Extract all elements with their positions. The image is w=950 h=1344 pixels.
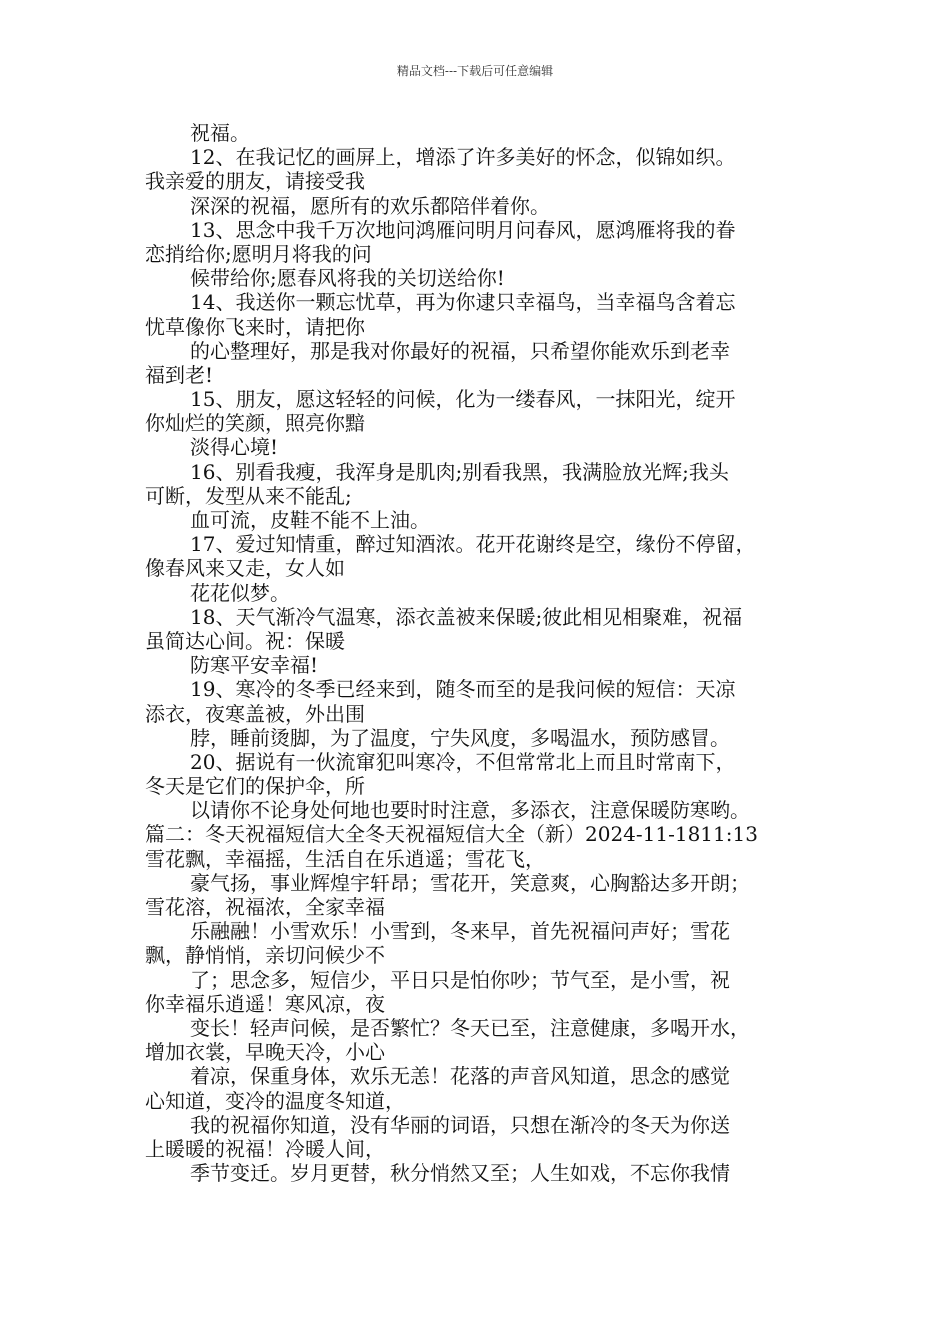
text-line: 的心整理好，那是我对你最好的祝福，只希望你能欢乐到老幸 <box>190 338 730 363</box>
text-line: 我亲爱的朋友，请接受我 <box>145 169 365 194</box>
text-line: 虽简达心间。祝：保暖 <box>145 628 345 653</box>
text-line: 14、我送你一颗忘忧草，再为你逮只幸福鸟，当幸福鸟含着忘 <box>190 290 736 315</box>
text-line: 16、别看我瘦，我浑身是肌肉;别看我黑，我满脸放光辉;我头 <box>190 459 729 484</box>
text-line: 飘，静悄悄，亲切问候少不 <box>145 943 385 968</box>
text-line: 20、据说有一伙流窜犯叫寒冷，不但常常北上而且时常南下， <box>190 749 736 774</box>
text-line: 篇二：冬天祝福短信大全冬天祝福短信大全（新）2024-11-1811:13 <box>145 822 758 847</box>
text-line: 增加衣裳，早晚天冷，小心 <box>145 1040 385 1065</box>
text-line: 雪花飘，幸福摇，生活自在乐逍遥；雪花飞， <box>145 846 545 871</box>
text-line: 了；思念多，短信少，平日只是怕你吵；节气至，是小雪，祝 <box>190 967 730 992</box>
text-line: 豪气扬，事业辉煌宇轩昂；雪花开，笑意爽，心胸豁达多开朗； <box>190 870 750 895</box>
text-line: 像春风来又走，女人如 <box>145 556 345 581</box>
text-line: 花花似梦。 <box>190 580 290 605</box>
text-line: 你幸福乐逍遥！寒风凉，夜 <box>145 991 385 1016</box>
text-line: 祝福。 <box>190 121 250 145</box>
text-line: 添衣，夜寒盖被，外出围 <box>145 701 365 726</box>
text-line: 变长！轻声问候，是否繁忙？冬天已至，注意健康，多喝开水， <box>190 1015 750 1040</box>
text-line: 19、寒冷的冬季已经来到，随冬而至的是我问候的短信：天凉 <box>190 677 736 702</box>
text-line: 以请你不论身处何地也要时时注意，多添衣，注意保暖防寒哟。 <box>190 798 750 823</box>
text-line: 心知道，变冷的温度冬知道， <box>145 1088 405 1113</box>
text-line: 福到老! <box>145 362 214 387</box>
text-line: 脖，睡前烫脚，为了温度，宁失风度，多喝温水，预防感冒。 <box>190 725 730 750</box>
text-line: 着凉，保重身体，欢乐无恙！花落的声音风知道，思念的感觉 <box>190 1064 730 1089</box>
text-line: 季节变迁。岁月更替，秋分悄然又至；人生如戏，不忘你我情 <box>190 1161 730 1186</box>
text-line: 冬天是它们的保护伞，所 <box>145 774 365 799</box>
text-line: 13、思念中我千万次地问鸿雁问明月问春风，愿鸿雁将我的眷 <box>190 217 736 242</box>
text-line: 我的祝福你知道，没有华丽的词语，只想在渐冷的冬天为你送 <box>190 1112 730 1137</box>
text-line: 候带给你;愿春风将我的关切送给你! <box>190 266 505 291</box>
text-line: 恋捎给你;愿明月将我的问 <box>145 241 372 266</box>
text-line: 忧草像你飞来时，请把你 <box>145 314 365 339</box>
text-line: 18、天气渐冷气温寒，添衣盖被来保暖;彼此相见相聚难，祝福 <box>190 604 743 629</box>
text-line: 乐融融！小雪欢乐！小雪到，冬来早，首先祝福问声好；雪花 <box>190 919 730 944</box>
text-line: 12、在我记忆的画屏上，增添了许多美好的怀念，似锦如织。 <box>190 145 736 170</box>
text-line: 15、朋友，愿这轻轻的问候，化为一缕春风，一抹阳光，绽开 <box>190 387 736 412</box>
text-line: 可断，发型从来不能乱; <box>145 483 352 508</box>
text-line: 17、爱过知情重，醉过知酒浓。花开花谢终是空，缘份不停留， <box>190 532 756 557</box>
page-header: 精品文档---下载后可任意编辑 <box>396 64 554 78</box>
document-body <box>145 121 835 1185</box>
text-line: 血可流，皮鞋不能不上油。 <box>190 508 430 532</box>
text-line: 深深的祝福，愿所有的欢乐都陪伴着你。 <box>190 193 550 218</box>
text-line: 防寒平安幸福! <box>190 653 319 678</box>
text-line: 上暖暖的祝福！冷暖人间， <box>145 1136 385 1161</box>
text-line: 雪花溶，祝福浓，全家幸福 <box>145 895 385 919</box>
text-line: 淡得心境! <box>190 435 279 460</box>
text-line: 你灿烂的笑颜，照亮你黯 <box>145 411 365 436</box>
